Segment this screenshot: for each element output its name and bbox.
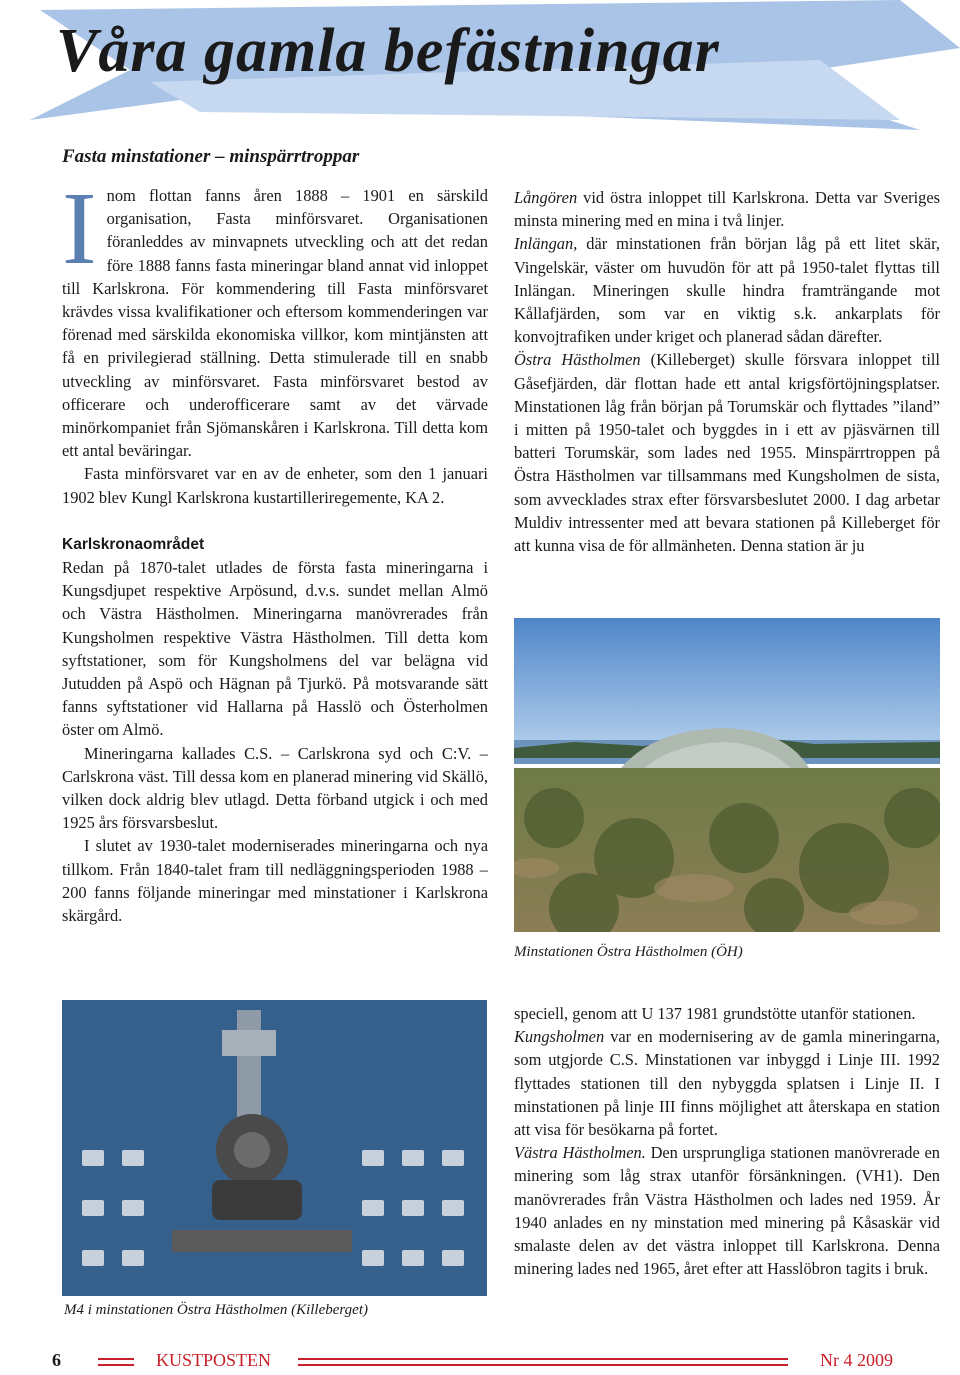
place-name: Inlängan xyxy=(514,234,574,254)
paragraph-text: var en modernisering av de gamla mineringarna, som utgjorde C.S. Minstationen var inbyggd i Linje III. 1992 flyttades stationen till den nybyggda splatsen i Linje II. I minstationen på linje III finns möjlighet att återskapa en station att visa för besökarna på fortet. xyxy=(514,1027,940,1140)
place-name: Kungsholmen xyxy=(514,1027,605,1047)
publication-name: KUSTPOSTEN xyxy=(156,1350,272,1370)
section-heading: Karlskronaområdet xyxy=(62,535,205,553)
footer-rule xyxy=(298,1358,788,1360)
paragraph-text: Den ursprungliga stationen manövrerade en minering som låg strax utanför försänkningen. (VH1). Den manövrerades från Västra Hästholmen och lades ned 1959. År 1940 anlades en ny minstation med minering på Kåsaskär vid smalaste delen av det västra inloppet till Karlskrona. Denna minering lades ned 1965, året efter att Hasslöbron tagits i bruk. xyxy=(514,1143,940,1279)
page-number: 6 xyxy=(52,1350,61,1370)
footer-rule xyxy=(298,1364,788,1366)
paragraph-text: (Killeberget) skulle försvara inloppet till Gåsefjärden, där flottan hade ett antal krigsförtöjningsplatser. Minstationen låg från början på Torumskär och flyttades ”iland” i mitten på 1950-talet och byggdes in i ett av pjäsvärnen till batteri Torumskär, som lades ned 1955. Minspärrtroppen på Östra Hästholmen var tillsammans med Kungsholmen de sista, som avvecklades strax efter försvarsbeslutet 2000. I dag arbetar Muldiv intressenter med att bevara stationen på Killeberget för att kunna visa de för allmänheten. Denna station är ju xyxy=(514,350,940,556)
place-name: Västra Hästholmen. xyxy=(514,1143,646,1163)
place-name: Östra Hästholmen xyxy=(514,350,641,370)
page-footer xyxy=(0,1350,960,1374)
photo-m4-equipment xyxy=(62,1000,487,1296)
section-subtitle: Fasta minstationer – minspärrtroppar xyxy=(62,146,360,167)
paragraph: Fasta minförsvaret var en av de enheter, som den 1 januari 1902 blev Kungl Karlskrona kustartilleriregemente, KA 2. xyxy=(62,464,488,507)
footer-rule xyxy=(98,1364,134,1366)
photo-caption: M4 i minstationen Östra Hästholmen (Killeberget) xyxy=(64,1302,368,1318)
place-name: Långören xyxy=(514,188,578,207)
paragraph: Mineringarna kallades C.S. – Carlskrona syd och C:V. – Carlskrona väst. Till dessa kom en planerad minering vid Skällö, vilken dock aldrig blev utlagd. Detta förband utgick i och med 1925 års försvarsbeslut. xyxy=(62,743,488,833)
paragraph: Redan på 1870-talet utlades de första fasta mineringarna i Kungsdjupet respektive Arpösund, d.v.s. sundet mellan Almö och Västra Hästholmen. Mineringarna manövrerades från Kungsholmen respektive Västra Hästholmen. Till detta kom syftstationer, som för Kungsholmens del var belägna vid Jutudden på Aspö och Hägnan på Tjurkö. På motsvarande sätt fanns syftstationer vid Hallarna på Hasslö och Österholmen öster om Almö. xyxy=(62,558,488,740)
page-title: Våra gamla befästningar xyxy=(56,17,720,85)
paragraph-text: vid östra inloppet till Karlskrona. Detta var Sveriges minsta minering med en mina i två linjer. xyxy=(514,188,940,231)
right-column-top xyxy=(514,186,940,557)
paragraph: speciell, genom att U 137 1981 grundstötte utanför stationen. xyxy=(514,1004,916,1023)
footer-rule xyxy=(98,1358,134,1360)
left-column xyxy=(62,171,488,927)
photo-caption: Minstationen Östra Hästholmen (ÖH) xyxy=(514,944,743,960)
issue-number: Nr 4 2009 xyxy=(820,1350,893,1370)
paragraph: I slutet av 1930-talet moderniserades mineringarna och nya tillkom. Från 1840-talet fram till nedläggningsperioden 1988 – 200 fanns följande mineringar med minstationer i Karlskrona skärgård. xyxy=(62,836,488,926)
paragraph-text: , där minstationen från början låg på ett litet skär, Vingelskär, väster om huvudön för att på 1950-talet flyttas till Inlängan. Mineringen skulle hindra framträngande mot Kållafjärden, som var en viktig s.k. ankarplats för konvojtrafiken under kriget och planerad sådan därefter. xyxy=(514,234,940,347)
intro-paragraph: nom flottan fanns åren 1888 – 1901 en särskild organisation, Fasta minförsvaret. Organisationen föranleddes av minvapnets utveckling och att det redan före 1888 fanns fasta mineringar bland annat vid inloppet till Karlskrona. För kommendering till Fasta minförsvaret krävdes vissa kvalifikationer och eftersom kommenderingen var förenad med särskilda ekonomiska villkor, kom mintjänsten att få en privilegierad ställning. Detta stimulerade till en snabb utveckling av minförsvaret. Fasta minförsvaret bestod av officerare och underofficerare samt av det värvade minörkompaniet från Sjömanskåren i Karlskrona. Till detta kom ett antal beväringar. xyxy=(62,186,488,461)
photo-minstation-landscape xyxy=(514,618,940,932)
drop-cap: I xyxy=(62,171,97,286)
right-column-bottom xyxy=(514,1002,940,1280)
